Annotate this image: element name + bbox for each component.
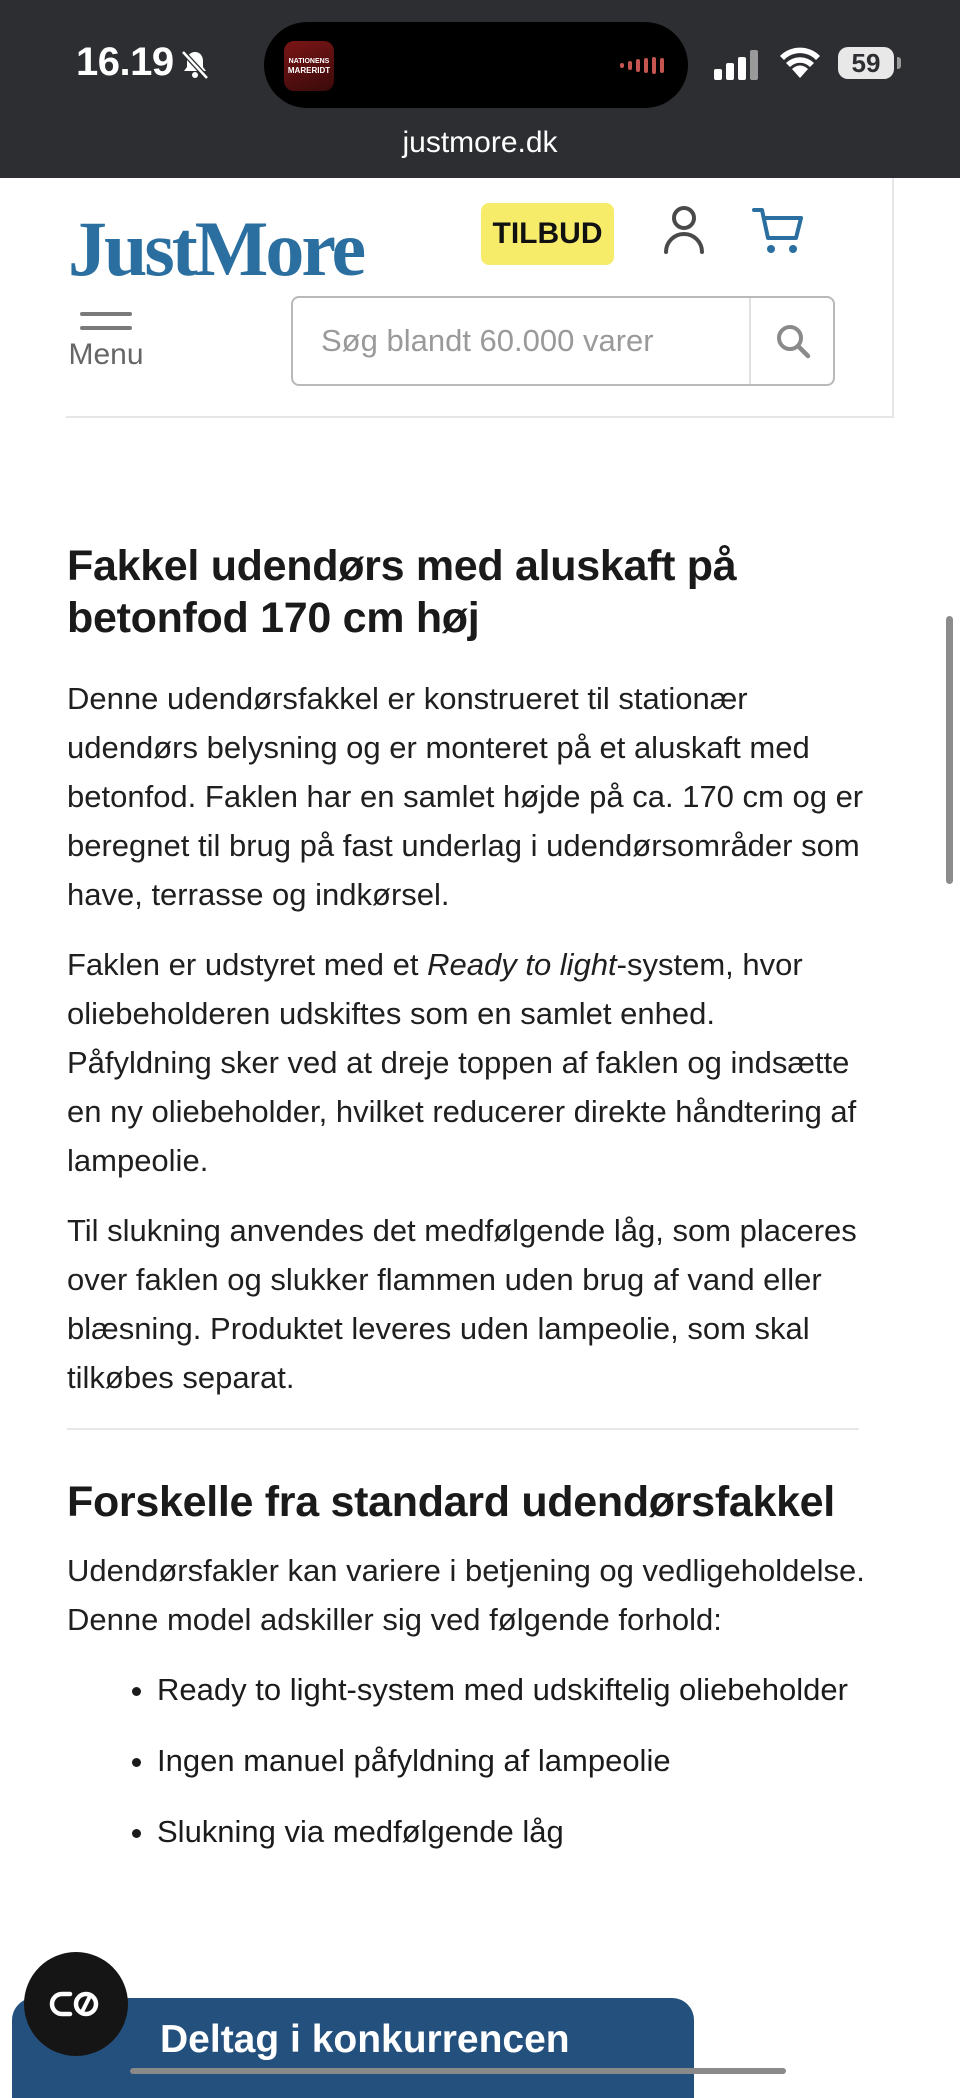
dynamic-island (264, 22, 688, 108)
site-header (0, 178, 960, 418)
search-input[interactable] (293, 298, 751, 384)
description-paragraph-2: Faklen er udstyret med et Ready to light-system, hvor oliebeholderen udskiftes som en samlet enhed. Påfyldning sker ved at dreje toppen af faklen og indsætte en ny oliebeholder, hvilket reducerer direkte håndtering af lampeolie. (67, 947, 857, 1178)
section-divider (67, 1428, 859, 1430)
list-item: • Ingen manuel påfyldning af lampeolie (157, 1736, 867, 1785)
status-time: 16.19 (76, 40, 174, 84)
cookie-settings-icon (48, 1989, 104, 2019)
product-title: Fakkel udendørs med aluskaft på betonfod 170 cm høj (67, 542, 737, 642)
user-account-icon[interactable] (662, 204, 706, 254)
island-app-line1: NATIONENS (288, 58, 330, 65)
search-button[interactable] (751, 298, 835, 384)
live-activity-app-icon (284, 41, 334, 91)
status-bar (0, 0, 960, 178)
cookie-consent-button[interactable] (24, 1952, 128, 2056)
search-icon (774, 322, 812, 360)
home-indicator (130, 2068, 786, 2074)
section-heading: Forskelle fra standard udendørsfakkel (67, 1478, 835, 1526)
search-box (291, 296, 835, 386)
battery-icon (838, 47, 900, 79)
description-paragraph-1: Denne udendørsfakkel er konstrueret til stationær udendørs belysning og er monteret på et aluskaft med betonfod. Faklen har en samlet højde på ca. 170 cm og er beregnet til brug på fast underlag i udendørsområder som have, terrasse og indkørsel. (67, 681, 864, 912)
description-paragraph-3: Til slukning anvendes det medfølgende låg, som placeres over faklen og slukker flammen uden brug af vand eller blæsning. Produktet leveres uden lampeolie, som skal tilkøbes separat. (67, 1213, 857, 1395)
product-description (67, 540, 867, 1878)
scrollbar[interactable] (946, 616, 953, 884)
battery-level: 59 (838, 47, 894, 79)
feature-list (67, 1665, 867, 1856)
shopping-cart-icon[interactable] (752, 206, 804, 256)
menu-label: Menu (68, 338, 144, 371)
audio-level-icon (620, 54, 666, 76)
island-app-line2: MARERIDT (287, 66, 331, 75)
contest-banner-button[interactable]: Deltag i konkurrencen (12, 1998, 694, 2098)
wifi-icon (778, 46, 822, 80)
menu-button[interactable] (60, 312, 152, 372)
list-item: • Slukning via medfølgende låg (157, 1807, 867, 1856)
hamburger-icon (80, 312, 132, 316)
silent-bell-icon (178, 48, 212, 82)
justmore-logo[interactable]: JustMore (68, 205, 364, 292)
offers-button[interactable]: TILBUD (481, 203, 614, 265)
list-item: • Ready to light-system med udskiftelig oliebeholder (157, 1665, 867, 1714)
section-intro: Udendørsfakler kan variere i betjening og vedligeholdelse. Denne model adskiller sig ved følgende forhold: (67, 1553, 865, 1637)
cellular-signal-icon (714, 50, 762, 80)
address-bar-url[interactable]: justmore.dk (402, 126, 558, 159)
